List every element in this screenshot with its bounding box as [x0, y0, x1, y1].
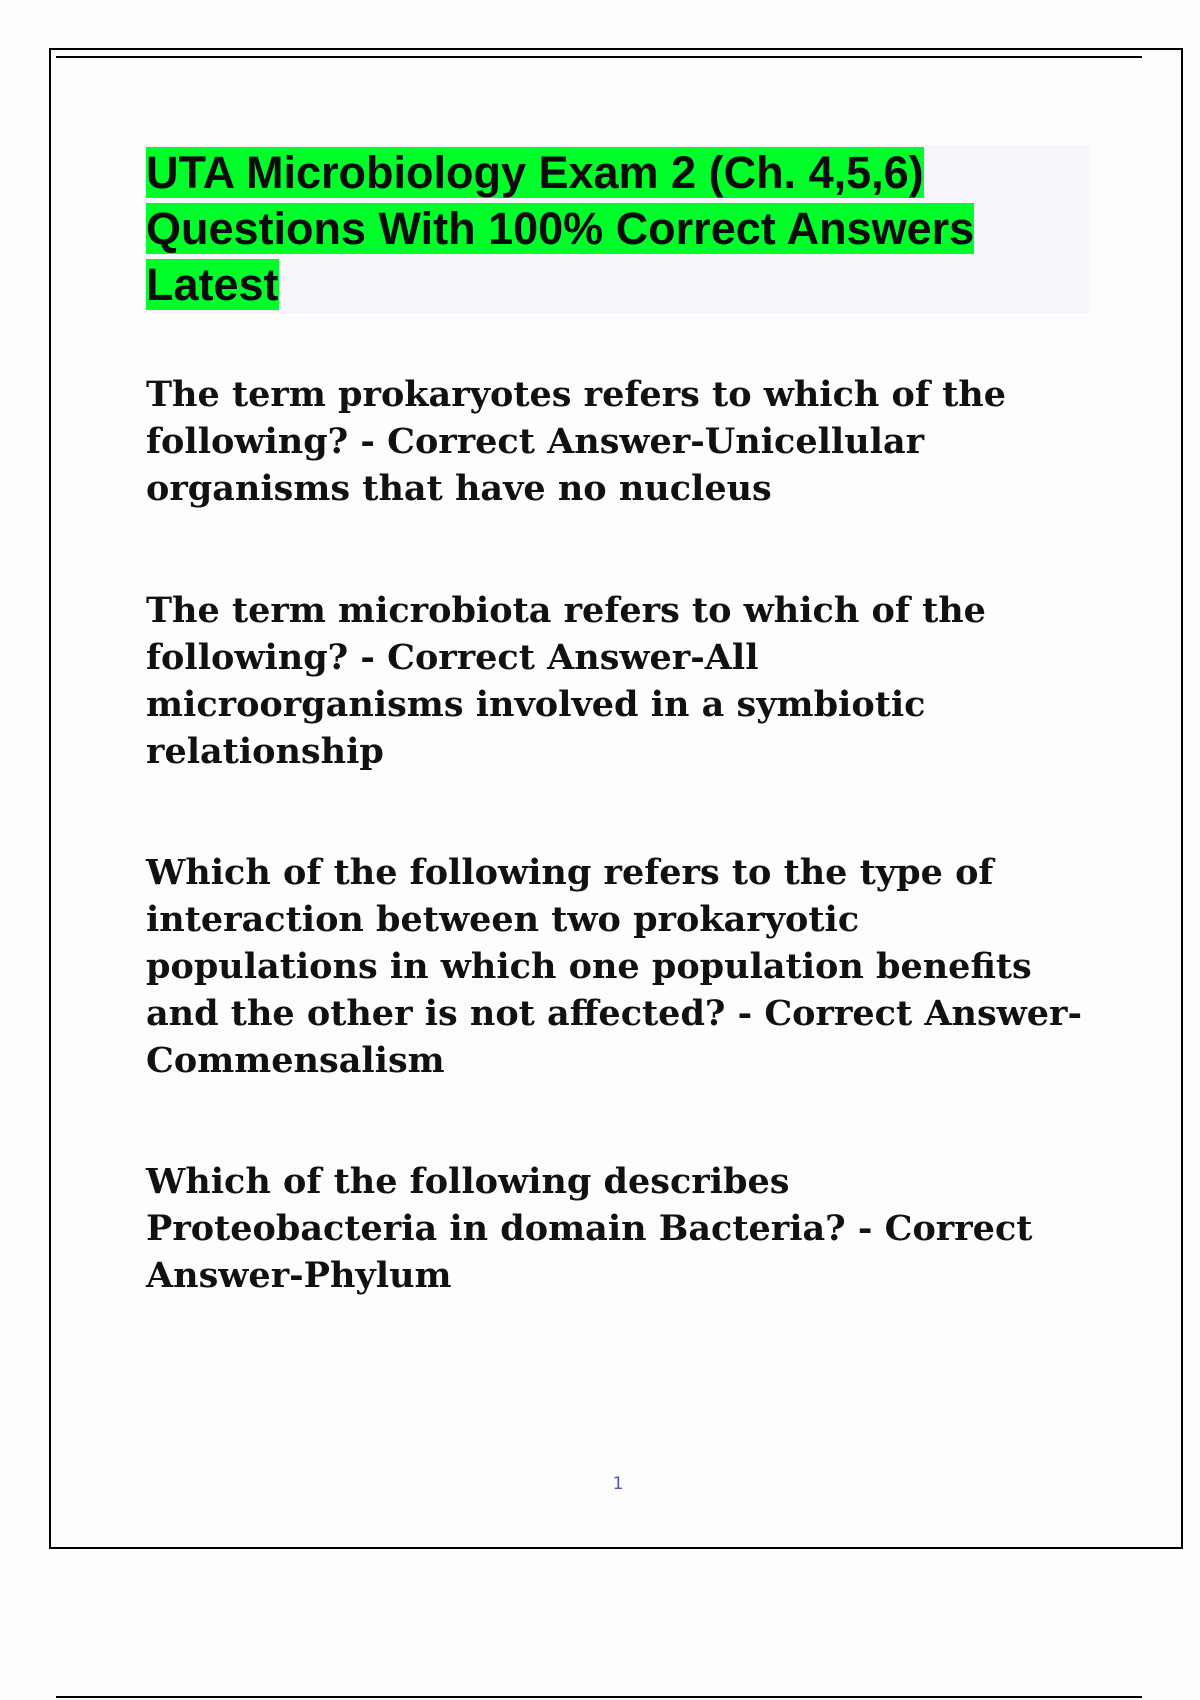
bottom-rule: [56, 1696, 1142, 1698]
title-highlight: UTA Microbiology Exam 2 (Ch. 4,5,6) Questions With 100% Correct Answers Latest: [146, 147, 975, 310]
qa-item: The term prokaryotes refers to which of the following? - Correct Answer-Unicellular organisms that have no nucleus: [146, 374, 1007, 509]
page-number: 1: [612, 1474, 624, 1494]
title-block: [146, 145, 1089, 313]
top-rule: [56, 56, 1142, 58]
qa-item: Which of the following refers to the type of interaction between two prokaryotic populations in which one population benefits and the other is not affected? - Correct Answer-Commensalism: [146, 852, 1083, 1081]
qa-item: The term microbiota refers to which of the following? - Correct Answer-All microorganisms involved in a symbiotic relationship: [146, 590, 986, 772]
document-title: [146, 145, 1089, 313]
qa-item: Which of the following describes Proteobacteria in domain Bacteria? - Correct Answer-Phylum: [146, 1161, 1033, 1296]
